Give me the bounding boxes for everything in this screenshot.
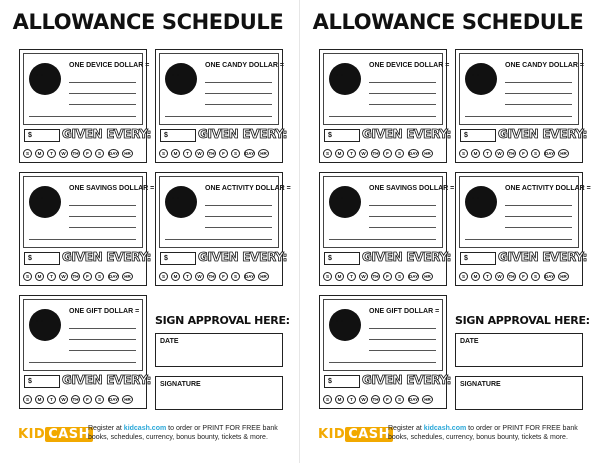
day-selector: [23, 395, 143, 405]
kidcash-link[interactable]: kidcash.com: [423, 425, 467, 432]
day-circle: W: [59, 272, 68, 281]
day-circle: W: [359, 395, 368, 404]
write-line: [369, 350, 436, 351]
given-every-label: GIVEN EVERY:: [362, 127, 452, 141]
write-line: [69, 339, 136, 340]
write-line: [69, 216, 136, 217]
card-write-area: [23, 53, 150, 125]
allowance-sheet-right: [300, 0, 596, 463]
day-selector: [159, 149, 279, 159]
day-selector: [459, 272, 579, 282]
day-circle: HR: [122, 272, 133, 281]
write-line: [369, 93, 436, 94]
day-circle: F: [519, 149, 528, 158]
allowance-card: [19, 172, 155, 286]
write-line: [29, 239, 136, 240]
write-line: [369, 216, 436, 217]
day-circle: M: [335, 272, 344, 281]
day-circle: DAY: [109, 151, 119, 156]
day-circle: M: [35, 272, 44, 281]
page-title: ALLOWANCE SCHEDULE: [312, 10, 584, 34]
day-selector: [323, 149, 443, 159]
day-selector: [323, 395, 443, 405]
dollar-amount-box: $: [24, 252, 60, 265]
card-write-area: [159, 176, 291, 248]
allowance-card: [155, 49, 288, 163]
card-write-area: [459, 176, 591, 248]
day-circle: F: [83, 395, 92, 404]
day-circle: DAY: [409, 397, 419, 402]
day-circle: TH: [508, 151, 515, 156]
day-circle: DAY: [109, 397, 119, 402]
day-circle: S: [395, 149, 404, 158]
day-circle: W: [359, 149, 368, 158]
day-circle: S: [23, 149, 32, 158]
day-circle: TH: [208, 274, 215, 279]
day-circle: S: [231, 149, 240, 158]
lollipop-icon: …: [465, 63, 497, 95]
card-write-area: [23, 176, 155, 248]
day-circle: T: [47, 149, 56, 158]
card-write-area: [323, 53, 450, 125]
day-circle: F: [219, 272, 228, 281]
given-every-label: GIVEN EVERY:: [62, 127, 152, 141]
date-box: [455, 333, 583, 367]
write-line: [205, 82, 272, 83]
day-selector: [159, 272, 279, 282]
day-circle: HR: [122, 395, 133, 404]
day-circle: W: [195, 149, 204, 158]
day-circle: T: [347, 149, 356, 158]
allowance-sheet-left: [0, 0, 296, 463]
day-circle: S: [323, 272, 332, 281]
given-every-label: GIVEN EVERY:: [498, 250, 588, 264]
card-title: ONE ACTIVITY DOLLAR =: [205, 185, 291, 192]
day-circle: S: [95, 395, 104, 404]
day-selector: [23, 272, 143, 282]
day-circle: F: [83, 149, 92, 158]
day-circle: TH: [372, 397, 379, 402]
allowance-card: [319, 172, 455, 286]
dollar-amount-box: $: [324, 252, 360, 265]
write-line: [329, 239, 436, 240]
piggy-bank-icon: …: [329, 186, 361, 218]
write-line: [205, 227, 272, 228]
day-circle: S: [95, 149, 104, 158]
card-write-area: [459, 53, 585, 125]
day-circle: S: [323, 149, 332, 158]
write-line: [369, 328, 436, 329]
write-line: [205, 205, 272, 206]
card-title: ONE GIFT DOLLAR =: [69, 308, 140, 315]
day-circle: TH: [72, 151, 79, 156]
dollar-amount-box: $: [324, 129, 360, 142]
signature-box: [155, 376, 283, 410]
day-circle: DAY: [109, 274, 119, 279]
day-circle: S: [531, 149, 540, 158]
write-line: [69, 205, 136, 206]
day-circle: T: [483, 149, 492, 158]
write-line: [369, 227, 436, 228]
day-circle: HR: [258, 149, 269, 158]
day-circle: S: [231, 272, 240, 281]
day-circle: S: [395, 395, 404, 404]
kid-cash-logo: KID CASH: [18, 427, 93, 442]
sign-approval-heading: SIGN APPROVAL HERE:: [455, 314, 590, 327]
day-circle: M: [471, 149, 480, 158]
write-line: [369, 205, 436, 206]
piggy-bank-icon: …: [29, 186, 61, 218]
day-circle: HR: [558, 272, 569, 281]
date-label: DATE: [460, 338, 479, 345]
given-every-label: GIVEN EVERY:: [198, 127, 288, 141]
card-title: ONE DEVICE DOLLAR =: [69, 62, 150, 69]
day-circle: T: [347, 395, 356, 404]
write-line: [465, 116, 572, 117]
dollar-amount-box: $: [24, 129, 60, 142]
card-write-area: [323, 176, 455, 248]
write-line: [69, 82, 136, 83]
day-circle: TH: [508, 274, 515, 279]
day-circle: HR: [122, 149, 133, 158]
day-circle: S: [323, 395, 332, 404]
day-circle: HR: [258, 272, 269, 281]
write-line: [205, 216, 272, 217]
kid-cash-logo: KID CASH: [318, 427, 393, 442]
dollar-amount-box: $: [24, 375, 60, 388]
day-circle: S: [395, 272, 404, 281]
card-title: ONE ACTIVITY DOLLAR =: [505, 185, 591, 192]
given-every-label: GIVEN EVERY:: [498, 127, 588, 141]
card-title: ONE DEVICE DOLLAR =: [369, 62, 450, 69]
day-circle: TH: [372, 274, 379, 279]
day-circle: TH: [72, 274, 79, 279]
write-line: [329, 116, 436, 117]
given-every-label: GIVEN EVERY:: [362, 250, 452, 264]
day-circle: W: [495, 149, 504, 158]
day-circle: F: [383, 272, 392, 281]
given-every-label: GIVEN EVERY:: [198, 250, 288, 264]
gift-icon: …: [329, 309, 361, 341]
day-selector: [323, 272, 443, 282]
allowance-card: [455, 49, 588, 163]
lollipop-icon: …: [165, 63, 197, 95]
date-label: DATE: [160, 338, 179, 345]
day-circle: HR: [422, 149, 433, 158]
day-circle: M: [335, 149, 344, 158]
day-selector: [23, 149, 143, 159]
day-circle: W: [359, 272, 368, 281]
write-line: [205, 104, 272, 105]
day-circle: TH: [72, 397, 79, 402]
write-line: [505, 216, 572, 217]
given-every-label: GIVEN EVERY:: [362, 373, 452, 387]
day-circle: T: [347, 272, 356, 281]
day-circle: TH: [372, 151, 379, 156]
write-line: [369, 82, 436, 83]
day-circle: S: [459, 149, 468, 158]
given-every-label: GIVEN EVERY:: [62, 373, 152, 387]
write-line: [505, 93, 572, 94]
gift-icon: …: [29, 309, 61, 341]
write-line: [69, 93, 136, 94]
write-line: [29, 362, 136, 363]
day-circle: W: [59, 149, 68, 158]
card-title: ONE GIFT DOLLAR =: [369, 308, 440, 315]
write-line: [29, 116, 136, 117]
allowance-card: [319, 295, 452, 409]
day-circle: F: [383, 149, 392, 158]
carousel-icon: …: [465, 186, 497, 218]
footer-text: Register at kidcash.com to order or PRINT FOR FREE bank books, schedules, currency, bonus bounty, tickets & more.: [88, 425, 278, 441]
dollar-amount-box: $: [460, 252, 496, 265]
day-circle: S: [159, 149, 168, 158]
write-line: [329, 362, 436, 363]
day-circle: W: [59, 395, 68, 404]
day-circle: HR: [558, 149, 569, 158]
plug-icon: …: [29, 63, 61, 95]
card-title: ONE CANDY DOLLAR =: [505, 62, 585, 69]
write-line: [69, 328, 136, 329]
day-circle: HR: [422, 395, 433, 404]
allowance-card: [319, 49, 452, 163]
allowance-card: [455, 172, 591, 286]
write-line: [369, 104, 436, 105]
day-circle: M: [171, 149, 180, 158]
plug-icon: …: [329, 63, 361, 95]
dollar-amount-box: $: [160, 129, 196, 142]
write-line: [69, 104, 136, 105]
write-line: [505, 104, 572, 105]
write-line: [69, 350, 136, 351]
day-circle: M: [471, 272, 480, 281]
allowance-card: [19, 49, 152, 163]
write-line: [505, 227, 572, 228]
day-circle: W: [495, 272, 504, 281]
day-circle: DAY: [409, 274, 419, 279]
day-circle: W: [195, 272, 204, 281]
day-circle: T: [183, 149, 192, 158]
day-circle: T: [183, 272, 192, 281]
day-circle: DAY: [545, 274, 555, 279]
day-circle: T: [483, 272, 492, 281]
card-title: ONE SAVINGS DOLLAR =: [369, 185, 455, 192]
day-selector: [459, 149, 579, 159]
write-line: [465, 239, 572, 240]
day-circle: DAY: [409, 151, 419, 156]
write-line: [369, 339, 436, 340]
day-circle: F: [83, 272, 92, 281]
signature-box: [455, 376, 583, 410]
dollar-amount-box: $: [160, 252, 196, 265]
page-title: ALLOWANCE SCHEDULE: [12, 10, 284, 34]
day-circle: S: [23, 272, 32, 281]
day-circle: TH: [208, 151, 215, 156]
day-circle: M: [35, 149, 44, 158]
day-circle: M: [35, 395, 44, 404]
day-circle: T: [47, 272, 56, 281]
write-line: [69, 227, 136, 228]
signature-label: SIGNATURE: [460, 381, 501, 388]
day-circle: HR: [422, 272, 433, 281]
day-circle: S: [95, 272, 104, 281]
day-circle: M: [171, 272, 180, 281]
day-circle: DAY: [245, 151, 255, 156]
carousel-icon: …: [165, 186, 197, 218]
given-every-label: GIVEN EVERY:: [62, 250, 152, 264]
day-circle: DAY: [245, 274, 255, 279]
allowance-card: [19, 295, 152, 409]
card-write-area: [323, 299, 443, 371]
card-write-area: [159, 53, 285, 125]
day-circle: T: [47, 395, 56, 404]
write-line: [205, 93, 272, 94]
day-circle: F: [219, 149, 228, 158]
kidcash-link[interactable]: kidcash.com: [123, 425, 167, 432]
card-title: ONE SAVINGS DOLLAR =: [69, 185, 155, 192]
day-circle: S: [531, 272, 540, 281]
sign-approval-heading: SIGN APPROVAL HERE:: [155, 314, 290, 327]
card-write-area: [23, 299, 143, 371]
signature-label: SIGNATURE: [160, 381, 201, 388]
dollar-amount-box: $: [324, 375, 360, 388]
day-circle: S: [23, 395, 32, 404]
day-circle: F: [383, 395, 392, 404]
date-box: [155, 333, 283, 367]
day-circle: DAY: [545, 151, 555, 156]
day-circle: M: [335, 395, 344, 404]
day-circle: S: [459, 272, 468, 281]
allowance-card: [155, 172, 291, 286]
write-line: [505, 205, 572, 206]
footer-text: Register at kidcash.com to order or PRINT FOR FREE bank books, schedules, currency, bonus bounty, tickets & more.: [388, 425, 578, 441]
day-circle: F: [519, 272, 528, 281]
write-line: [505, 82, 572, 83]
write-line: [165, 116, 272, 117]
write-line: [165, 239, 272, 240]
card-title: ONE CANDY DOLLAR =: [205, 62, 285, 69]
day-circle: S: [159, 272, 168, 281]
dollar-amount-box: $: [460, 129, 496, 142]
